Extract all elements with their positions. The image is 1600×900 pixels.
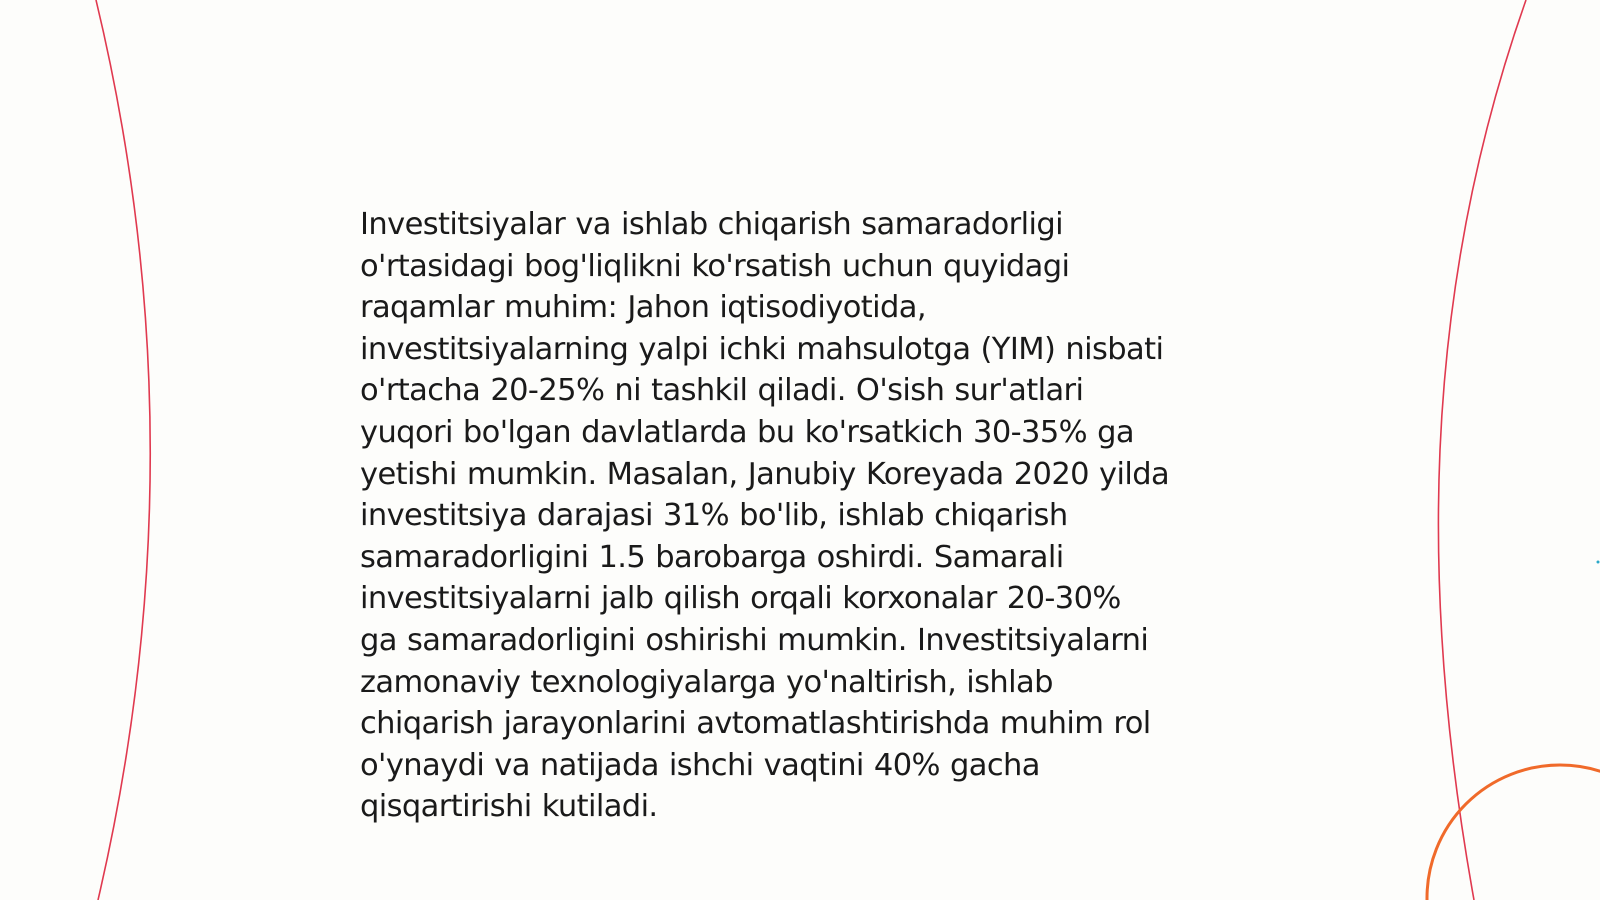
text-line: samaradorligini 1.5 barobarga oshirdi. Samarali [360,539,1064,575]
text-line: Investitsiyalar va ishlab chiqarish samaradorligi [360,207,1063,242]
text-line: yetishi mumkin. Masalan, Janubiy Koreyada 2020 yilda [360,456,1170,492]
orange-arc [1427,765,1600,900]
text-line: zamonaviy texnologiyalarga yo'naltirish, ishlab [360,664,1053,700]
text-line: raqamlar muhim: Jahon iqtisodiyotida, [360,290,926,326]
right-curve-line [1438,0,1526,900]
text-line: ga samaradorligini oshirishi mumkin. Investitsiyalarni [360,622,1149,658]
text-line: o'ynaydi va natijada ishchi vaqtini 40% gacha [360,747,1040,783]
text-line: qisqartirishi kutiladi. [360,789,658,825]
text-line: investitsiyalarning yalpi ichki mahsulotga (YIM) nisbati [360,331,1164,367]
accent-dot [1597,561,1600,564]
text-line: investitsiyalarni jalb qilish orqali korxonalar 20-30% [360,581,1121,617]
text-line: o'rtasidagi bog'liqlikni ko'rsatish uchun quyidagi [360,248,1070,284]
text-line: yuqori bo'lgan davlatlarda bu ko'rsatkich 30-35% ga [360,414,1134,450]
left-curve-line [96,0,150,900]
text-line: investitsiya darajasi 31% bo'lib, ishlab chiqarish [360,498,1068,534]
body-paragraph [360,204,1260,828]
text-line: chiqarish jarayonlarini avtomatlashtirishda muhim rol [360,706,1151,742]
text-line: o'rtacha 20-25% ni tashkil qiladi. O'sish sur'atlari [360,373,1084,409]
